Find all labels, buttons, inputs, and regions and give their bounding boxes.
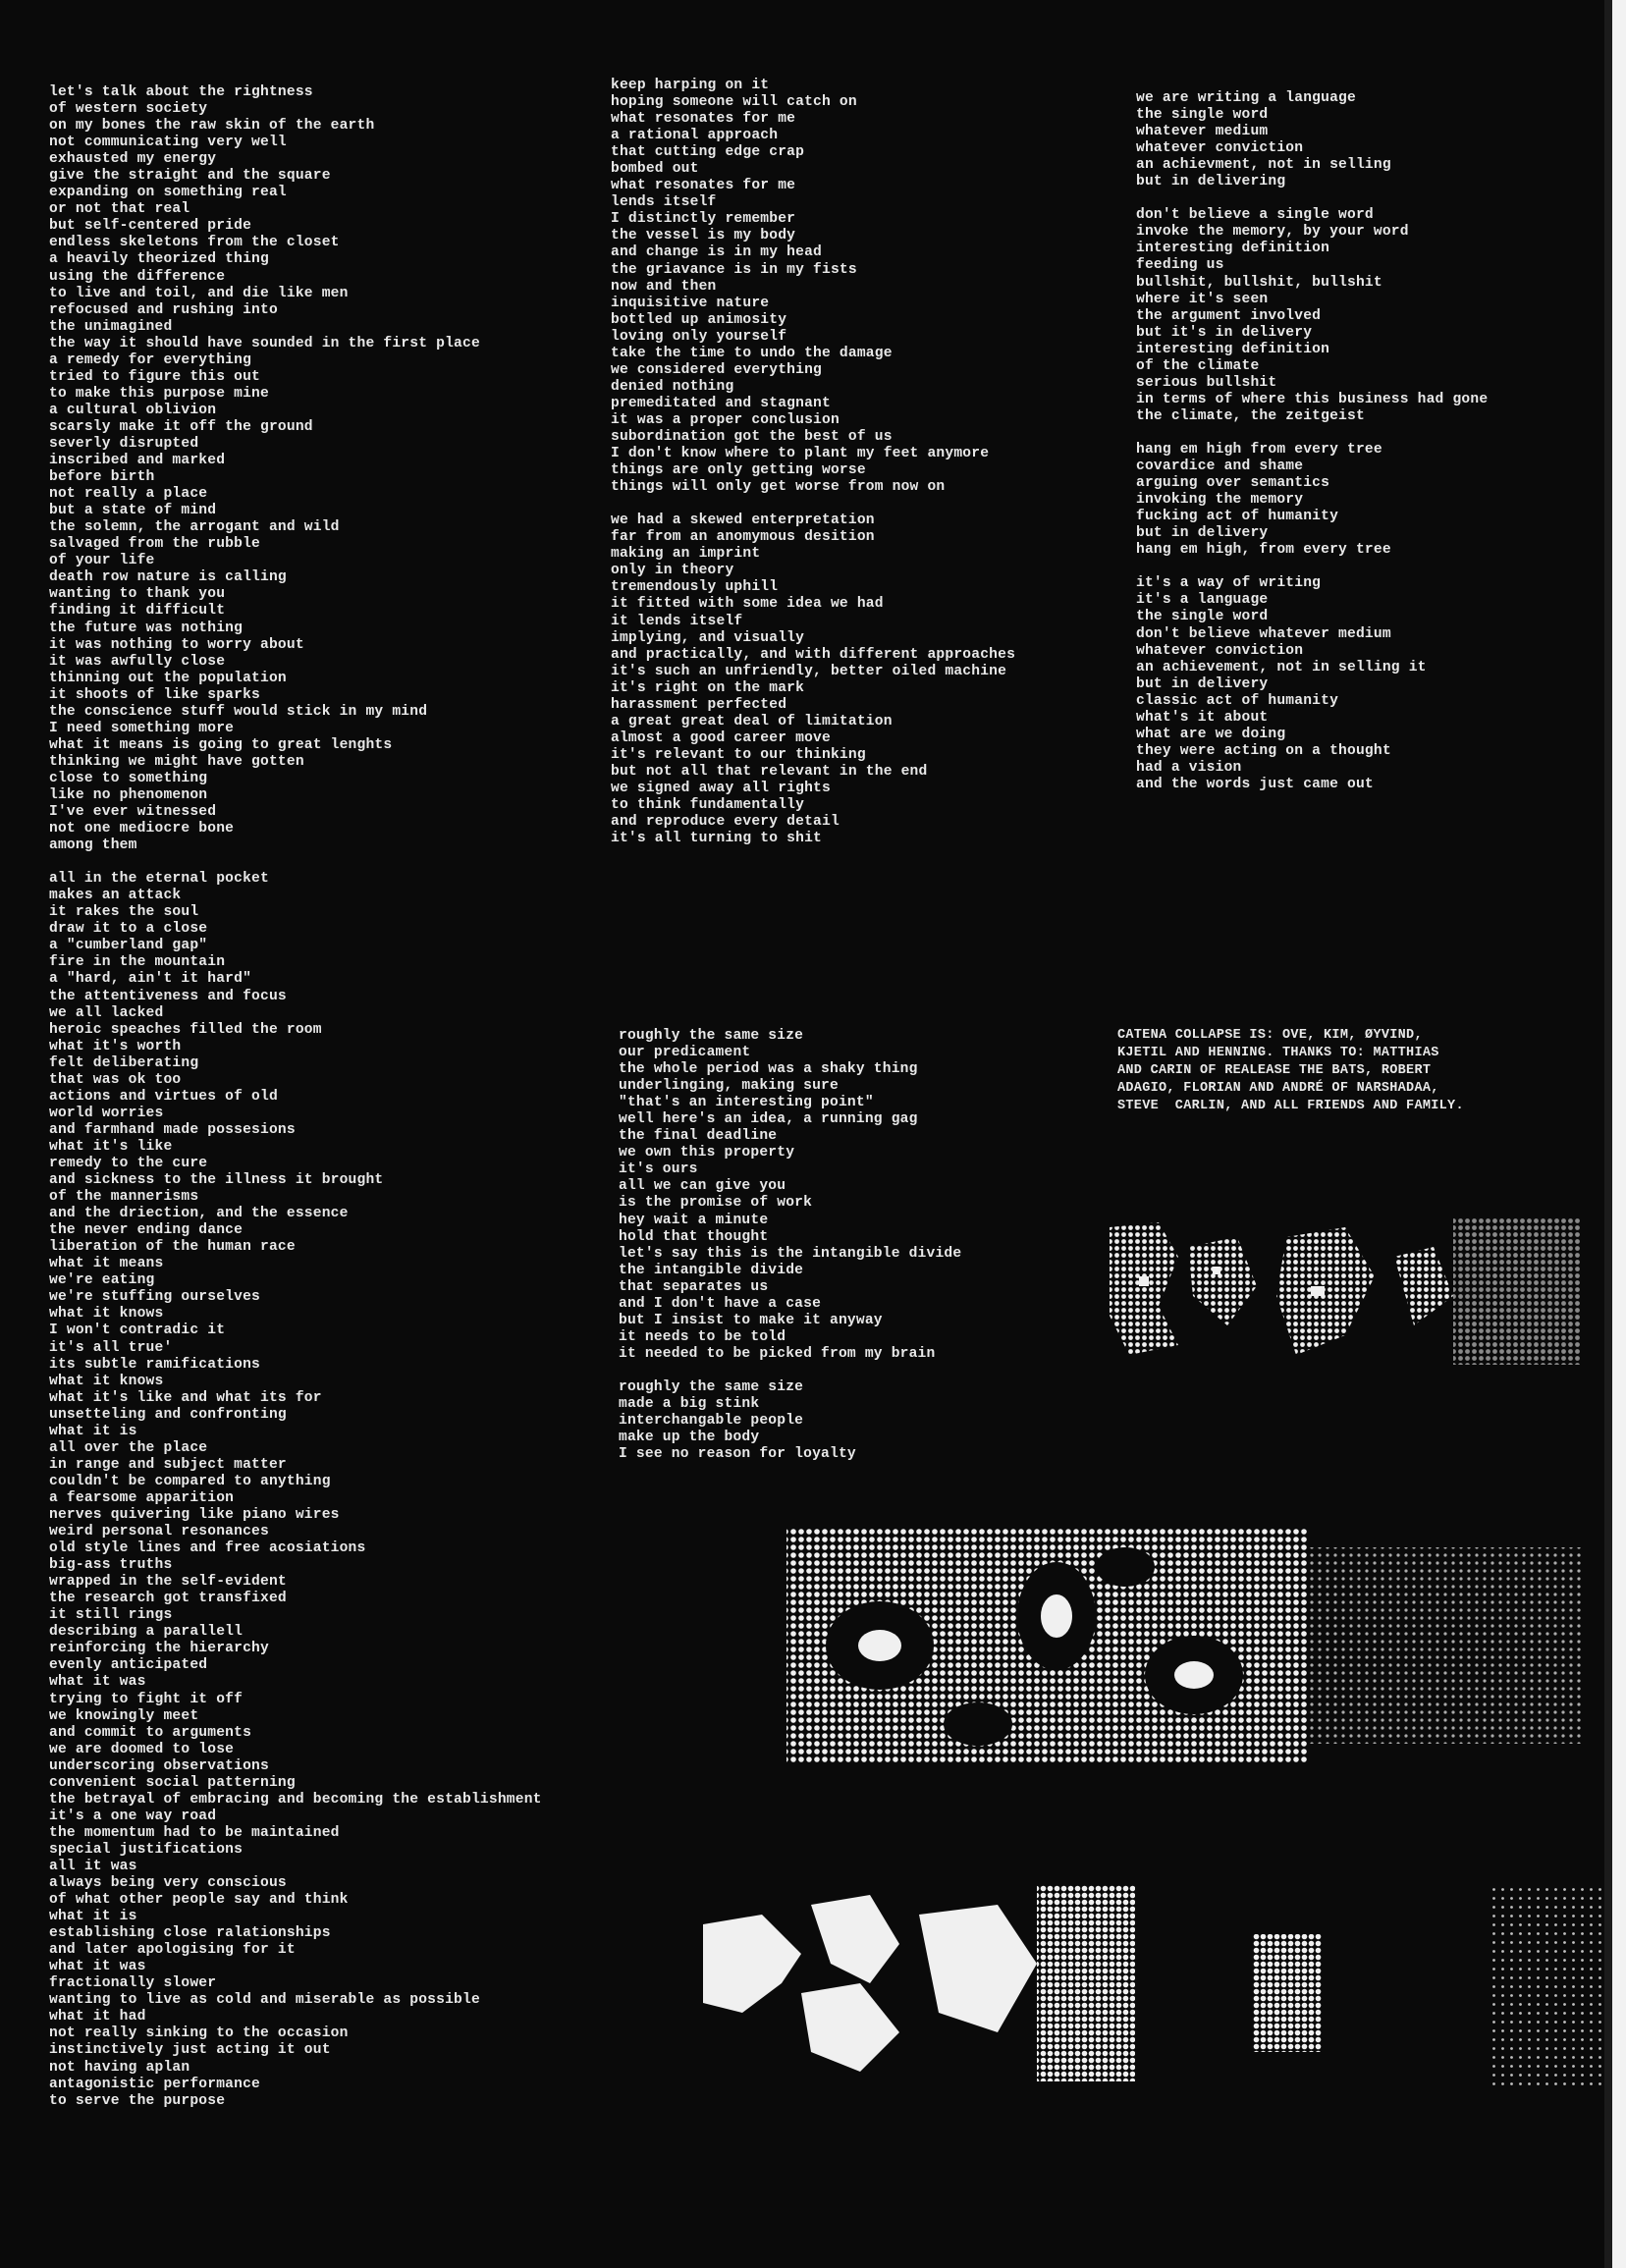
- lyric-line: don't believe a single word: [1136, 207, 1374, 224]
- lyric-line: it rakes the soul: [49, 904, 199, 921]
- lyric-line: establishing close ralationships: [49, 1925, 331, 1942]
- lyric-line: it was a proper conclusion: [611, 411, 840, 428]
- lyric-line: hold that thought: [619, 1228, 769, 1245]
- lyric-line: whatever conviction: [1136, 642, 1304, 659]
- lyric-line: endless skeletons from the closet: [49, 235, 340, 251]
- lyric-line: far from an anomymous desition: [611, 529, 875, 546]
- lyric-line: the griavance is in my fists: [611, 261, 857, 278]
- lyric-line: not one mediocre bone: [49, 821, 235, 837]
- lyric-line: take the time to undo the damage: [611, 345, 893, 361]
- stanza-break: [619, 1363, 961, 1379]
- lyric-line: it was nothing to worry about: [49, 636, 304, 653]
- lyric-line: the intangible divide: [619, 1262, 804, 1278]
- lyric-line: hoping someone will catch on: [611, 94, 857, 111]
- lyric-line: it fitted with some idea we had: [611, 596, 884, 613]
- lyric-line: a "cumberland gap": [49, 938, 208, 954]
- lyric-line: in range and subject matter: [49, 1456, 287, 1473]
- lyric-line: makes an attack: [49, 888, 182, 904]
- lyric-line: interchangable people: [619, 1413, 804, 1430]
- lyric-line: things will only get worse from now on: [611, 479, 946, 496]
- lyric-line: it still rings: [49, 1607, 173, 1624]
- lyric-line: not really sinking to the occasion: [49, 2025, 349, 2042]
- stanza-break: [1136, 425, 1488, 442]
- lyric-line: I need something more: [49, 720, 235, 736]
- stanza-break: [611, 496, 1015, 513]
- stanza-break: [1136, 190, 1488, 207]
- lyric-line: whatever medium: [1136, 124, 1269, 140]
- lyric-line: what resonates for me: [611, 178, 796, 194]
- lyric-line: death row nature is calling: [49, 569, 287, 586]
- lyric-line: weird personal resonances: [49, 1524, 269, 1540]
- lyric-line: describing a parallell: [49, 1624, 244, 1641]
- lyric-line: covardice and shame: [1136, 459, 1304, 475]
- lyric-line: but in delivering: [1136, 174, 1286, 190]
- lyric-line: I won't contradic it: [49, 1323, 226, 1339]
- lyric-line: what it was: [49, 1959, 146, 1975]
- lyric-line: and practically, and with different approaches: [611, 646, 1016, 663]
- lyric-line: what it knows: [49, 1306, 164, 1323]
- lyric-line: a great great deal of limitation: [611, 713, 893, 729]
- lyric-line: and farmhand made possesions: [49, 1121, 296, 1138]
- lyric-line: fractionally slower: [49, 1975, 217, 1992]
- lyric-line: and the words just came out: [1136, 776, 1374, 792]
- lyric-line: thinking we might have gotten: [49, 753, 304, 770]
- lyric-line: salvaged from the rubble: [49, 536, 260, 553]
- lyric-line: STEVE CARLIN, AND ALL FRIENDS AND FAMILY.: [1117, 1099, 1464, 1113]
- lyric-line: we are doomed to lose: [49, 1741, 235, 1757]
- lyric-line: that was ok too: [49, 1071, 182, 1088]
- lyric-line: bottled up animosity: [611, 311, 787, 328]
- lyric-line: I don't know where to plant my feet anymore: [611, 446, 990, 462]
- lyric-line: it's a language: [1136, 592, 1269, 609]
- lyric-line: an achievement, not in selling it: [1136, 659, 1427, 675]
- lyric-line: wanting to live as cold and miserable as possible: [49, 1992, 480, 2009]
- lyric-line: let's say this is the intangible divide: [619, 1245, 962, 1262]
- lyric-line: our predicament: [619, 1045, 751, 1061]
- halftone-artwork-large: [782, 1528, 1587, 1763]
- lyric-line: the climate, the zeitgeist: [1136, 407, 1365, 424]
- lyric-line: couldn't be compared to anything: [49, 1473, 331, 1489]
- lyric-line: keep harping on it: [611, 78, 770, 93]
- lyric-line: making an imprint: [611, 546, 761, 563]
- lyric-line: hey wait a minute: [619, 1212, 769, 1228]
- lyric-line: invoke the memory, by your word: [1136, 224, 1409, 241]
- lyric-line: using the difference: [49, 268, 226, 285]
- lyric-line: finding it difficult: [49, 603, 226, 620]
- lyric-line: the vessel is my body: [611, 228, 796, 244]
- lyric-line: we're eating: [49, 1272, 155, 1289]
- lyric-line: what it's like and what its for: [49, 1389, 322, 1406]
- lyric-line: remedy to the cure: [49, 1156, 208, 1171]
- lyric-line: a heavily theorized thing: [49, 251, 269, 268]
- lyric-line: hang em high from every tree: [1136, 441, 1382, 458]
- lyric-line: world worries: [49, 1105, 164, 1121]
- lyric-line: interesting definition: [1136, 241, 1330, 257]
- lyric-line: now and then: [611, 278, 717, 295]
- lyric-line: and I don't have a case: [619, 1295, 822, 1312]
- lyric-line: it's relevant to our thinking: [611, 746, 866, 763]
- lyric-line: all we can give you: [619, 1178, 786, 1195]
- lyric-line: heroic speaches filled the room: [49, 1021, 322, 1038]
- lyric-line: we all lacked: [49, 1004, 164, 1021]
- lyric-line: only in theory: [611, 563, 734, 579]
- lyric-line: whatever conviction: [1136, 140, 1304, 157]
- lyric-line: and later apologising for it: [49, 1942, 296, 1959]
- lyric-line: of the mannerisms: [49, 1189, 199, 1206]
- lyric-line: made a big stink: [619, 1396, 760, 1413]
- lyric-line: nerves quivering like piano wires: [49, 1506, 340, 1523]
- lyric-line: we considered everything: [611, 361, 822, 378]
- lyric-line: it lends itself: [611, 613, 743, 629]
- lyric-line: a rational approach: [611, 128, 779, 144]
- lyric-line: implying, and visually: [611, 629, 805, 646]
- lyric-line: draw it to a close: [49, 921, 208, 938]
- lyric-line: tremendously uphill: [611, 579, 779, 596]
- lyric-line: of the climate: [1136, 357, 1260, 374]
- lyric-line: the never ending dance: [49, 1222, 244, 1239]
- lyric-line: not having aplan: [49, 2059, 190, 2076]
- lyric-line: in terms of where this business had gone: [1136, 391, 1489, 407]
- lyric-line: the single word: [1136, 609, 1269, 625]
- lyric-line: fucking act of humanity: [1136, 509, 1339, 525]
- lyric-line: thinning out the population: [49, 670, 287, 686]
- lyric-line: evenly anticipated: [49, 1657, 208, 1674]
- lyric-line: a fearsome apparition: [49, 1489, 235, 1506]
- lyric-line: that separates us: [619, 1278, 769, 1295]
- lyric-line: expanding on something real: [49, 185, 287, 201]
- lyric-line: trying to fight it off: [49, 1691, 244, 1707]
- lyric-line: roughly the same size: [619, 1028, 804, 1044]
- lyric-line: CATENA COLLAPSE IS: OVE, KIM, ØYVIND,: [1117, 1028, 1423, 1043]
- lyric-line: what's it about: [1136, 709, 1269, 726]
- lyric-line: special justifications: [49, 1841, 244, 1858]
- lyric-line: on my bones the raw skin of the earth: [49, 118, 375, 135]
- lyric-line: it's a way of writing: [1136, 575, 1322, 592]
- lyric-line: what are we doing: [1136, 726, 1286, 742]
- stanza-break: [49, 854, 542, 871]
- lyric-line: like no phenomenon: [49, 786, 208, 803]
- lyric-line: it's all turning to shit: [611, 831, 822, 847]
- lyric-line: the future was nothing: [49, 620, 244, 636]
- lyric-line: well here's an idea, a running gag: [619, 1111, 918, 1128]
- lyric-line: almost a good career move: [611, 729, 831, 746]
- lyric-line: the momentum had to be maintained: [49, 1824, 340, 1841]
- lyric-line: reinforcing the hierarchy: [49, 1641, 269, 1657]
- halftone-artwork-small: [1100, 1217, 1591, 1365]
- lyric-line: an achievment, not in selling: [1136, 157, 1391, 174]
- lyric-line: it's right on the mark: [611, 679, 805, 696]
- lyric-line: the whole period was a shaky thing: [619, 1061, 918, 1078]
- lyric-line: the solemn, the arrogant and wild: [49, 519, 340, 536]
- lyric-line: fire in the mountain: [49, 954, 226, 971]
- lyric-line: where it's seen: [1136, 291, 1269, 307]
- lyric-line: what it was: [49, 1674, 146, 1691]
- lyric-line: "that's an interesting point": [619, 1095, 874, 1111]
- lyric-line: we had a skewed enterpretation: [611, 513, 875, 529]
- lyric-line: all in the eternal pocket: [49, 871, 269, 888]
- lyric-line: not communicating very well: [49, 135, 287, 151]
- lyric-line: all over the place: [49, 1439, 208, 1456]
- lyric-line: what it's like: [49, 1138, 173, 1155]
- lyric-line: it's such an unfriendly, better oiled machine: [611, 663, 1007, 679]
- lyric-line: feeding us: [1136, 257, 1224, 274]
- lyric-line: refocused and rushing into: [49, 301, 278, 318]
- lyric-line: big-ass truths: [49, 1557, 173, 1574]
- lyric-line: scarsly make it off the ground: [49, 418, 313, 435]
- lyric-line: bombed out: [611, 161, 699, 178]
- lyric-line: and commit to arguments: [49, 1724, 252, 1741]
- lyric-line: is the promise of work: [619, 1195, 813, 1212]
- lyric-line: underscoring observations: [49, 1757, 269, 1774]
- lyric-line: let's talk about the rightness: [49, 84, 313, 100]
- lyric-line: tried to figure this out: [49, 368, 260, 385]
- lyric-line: but it's in delivery: [1136, 324, 1313, 341]
- halftone-artwork-bottom: [703, 1885, 1606, 2101]
- lyric-line: it shoots of like sparks: [49, 686, 260, 703]
- lyric-line: of your life: [49, 553, 155, 569]
- lyric-line: but in delivery: [1136, 675, 1269, 692]
- lyric-line: of what other people say and think: [49, 1892, 349, 1909]
- lyric-line: to think fundamentally: [611, 797, 805, 814]
- lyric-line: it needed to be picked from my brain: [619, 1345, 936, 1362]
- lyric-line: underlinging, making sure: [619, 1078, 839, 1095]
- lyric-line: ADAGIO, FLORIAN AND ANDRÉ OF NARSHADAA,: [1117, 1081, 1439, 1096]
- lyric-line: actions and virtues of old: [49, 1088, 278, 1105]
- lyric-line: the conscience stuff would stick in my mind: [49, 703, 428, 720]
- lyric-line: what it is: [49, 1909, 137, 1925]
- band-credits: [1117, 1027, 1540, 1115]
- lyric-line: and reproduce every detail: [611, 814, 840, 831]
- lyric-line: make up the body: [619, 1430, 760, 1446]
- lyric-line: wanting to thank you: [49, 586, 226, 603]
- lyric-line: unsetteling and confronting: [49, 1406, 287, 1423]
- lyric-line: a cultural oblivion: [49, 402, 217, 418]
- lyric-line: but in delivery: [1136, 525, 1269, 542]
- lyric-line: the research got transfixed: [49, 1591, 287, 1607]
- lyric-line: a remedy for everything: [49, 351, 252, 368]
- lyric-line: what resonates for me: [611, 111, 796, 128]
- lyric-line: we are writing a language: [1136, 90, 1356, 106]
- lyric-line: not really a place: [49, 486, 208, 503]
- lyric-line: all it was: [49, 1858, 137, 1874]
- lyric-line: the betrayal of embracing and becoming the establishment: [49, 1791, 542, 1808]
- lyric-line: arguing over semantics: [1136, 475, 1330, 492]
- lyric-line: bullshit, bullshit, bullshit: [1136, 274, 1382, 291]
- lyric-line: its subtle ramifications: [49, 1356, 260, 1373]
- lyric-line: don't believe whatever medium: [1136, 625, 1391, 642]
- lyric-line: what it means: [49, 1256, 164, 1272]
- lyric-line: had a vision: [1136, 759, 1242, 776]
- lyric-line: they were acting on a thought: [1136, 742, 1391, 759]
- lyric-line: things are only getting worse: [611, 462, 866, 479]
- lyric-line: the final deadline: [619, 1128, 778, 1145]
- lyric-line: but not all that relevant in the end: [611, 763, 928, 780]
- lyric-line: give the straight and the square: [49, 168, 331, 185]
- lyric-line: invoking the memory: [1136, 492, 1304, 509]
- lyric-line: I've ever witnessed: [49, 804, 217, 821]
- lyric-line: premeditated and stagnant: [611, 395, 831, 411]
- lyric-line: it's a one way road: [49, 1808, 217, 1824]
- lyric-line: we signed away all rights: [611, 780, 831, 796]
- lyric-line: what it's worth: [49, 1038, 182, 1054]
- lyric-line: the argument involved: [1136, 307, 1322, 324]
- lyric-line: it was awfully close: [49, 653, 226, 670]
- lyric-line: that cutting edge crap: [611, 144, 805, 161]
- lyric-line: I distinctly remember: [611, 211, 796, 228]
- lyric-line: to live and toil, and die like men: [49, 285, 349, 301]
- lyric-line: to serve the purpose: [49, 2092, 226, 2109]
- lyric-line: of western society: [49, 101, 208, 118]
- lyric-line: but I insist to make it anyway: [619, 1312, 883, 1328]
- lyrics-column-left: [49, 84, 542, 2110]
- lyric-line: it needs to be told: [619, 1328, 786, 1345]
- lyric-line: exhausted my energy: [49, 151, 217, 168]
- lyric-line: instinctively just acting it out: [49, 2042, 331, 2059]
- lyric-line: what it had: [49, 2009, 146, 2025]
- lyric-line: AND CARIN OF REALEASE THE BATS, ROBERT: [1117, 1063, 1432, 1078]
- lyric-line: but a state of mind: [49, 503, 217, 519]
- lyric-line: liberation of the human race: [49, 1239, 296, 1256]
- lyric-line: inquisitive nature: [611, 295, 770, 311]
- lyric-line: it's ours: [619, 1161, 698, 1178]
- lyric-line: and the driection, and the essence: [49, 1206, 349, 1222]
- lyrics-column-middle-bottom: [619, 1028, 961, 1463]
- lyric-line: serious bullshit: [1136, 374, 1277, 391]
- lyric-line: the unimagined: [49, 318, 173, 335]
- lyric-line: but self-centered pride: [49, 218, 252, 235]
- lyric-line: we own this property: [619, 1145, 795, 1161]
- lyric-line: felt deliberating: [49, 1054, 199, 1071]
- lyric-line: denied nothing: [611, 378, 734, 395]
- lyric-line: we knowingly meet: [49, 1707, 199, 1724]
- lyric-line: or not that real: [49, 201, 190, 218]
- lyric-line: hang em high, from every tree: [1136, 542, 1391, 559]
- lyric-line: the single word: [1136, 107, 1269, 124]
- lyric-line: what it means is going to great lenghts: [49, 736, 393, 753]
- lyric-line: what it is: [49, 1423, 137, 1439]
- lyric-line: inscribed and marked: [49, 453, 226, 469]
- lyric-line: before birth: [49, 469, 155, 486]
- lyric-line: a "hard, ain't it hard": [49, 971, 252, 988]
- lyric-line: the attentiveness and focus: [49, 988, 287, 1004]
- lyrics-column-right: [1136, 90, 1488, 793]
- lyric-line: always being very conscious: [49, 1875, 287, 1892]
- lyric-line: and sickness to the illness it brought: [49, 1172, 384, 1189]
- lyric-line: severly disrupted: [49, 435, 199, 452]
- lyrics-column-middle-top: [611, 78, 1015, 847]
- lyric-line: what it knows: [49, 1373, 164, 1389]
- lyric-line: among them: [49, 837, 137, 854]
- lyric-line: I see no reason for loyalty: [619, 1446, 856, 1463]
- lyric-line: interesting definition: [1136, 341, 1330, 357]
- lyric-line: the way it should have sounded in the first place: [49, 335, 480, 351]
- lyric-line: roughly the same size: [619, 1378, 804, 1395]
- lyric-line: and change is in my head: [611, 244, 822, 261]
- lyric-line: close to something: [49, 770, 208, 786]
- lyric-line: harassment perfected: [611, 696, 787, 713]
- lyric-line: to make this purpose mine: [49, 385, 269, 402]
- lyric-line: wrapped in the self-evident: [49, 1574, 287, 1591]
- lyric-line: convenient social patterning: [49, 1774, 296, 1791]
- lyric-line: old style lines and free acosiations: [49, 1540, 366, 1557]
- lyric-line: it's all true': [49, 1339, 173, 1356]
- lyric-line: subordination got the best of us: [611, 428, 893, 445]
- lyric-line: KJETIL AND HENNING. THANKS TO: MATTHIAS: [1117, 1046, 1439, 1060]
- lyric-line: we're stuffing ourselves: [49, 1289, 260, 1306]
- lyric-line: loving only yourself: [611, 328, 787, 345]
- scan-edge: [1612, 0, 1626, 2268]
- stanza-break: [1136, 559, 1488, 575]
- lyric-line: lends itself: [611, 194, 717, 211]
- lyric-line: classic act of humanity: [1136, 692, 1339, 709]
- lyric-line: antagonistic performance: [49, 2076, 260, 2092]
